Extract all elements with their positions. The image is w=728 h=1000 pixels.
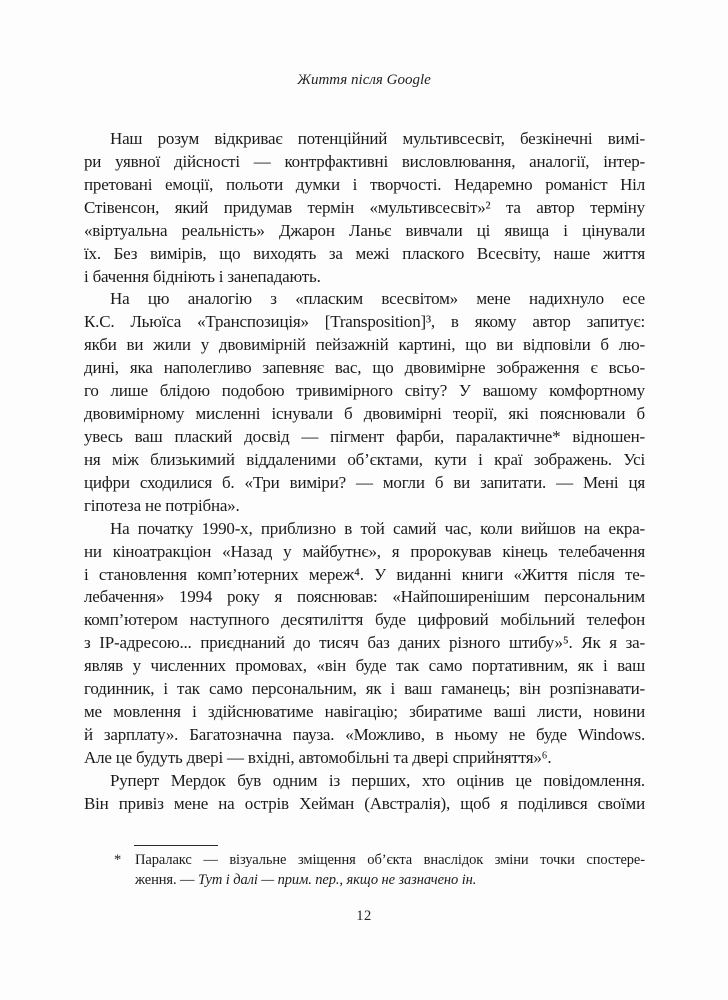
- paragraph: [84, 518, 645, 770]
- page-number: 12: [356, 908, 372, 924]
- text-line: якби ви жили у двовимірній пейзажній картині, що ви відповіли б лю-: [84, 335, 645, 355]
- text-line: дині, яка наполегливо запевняє вас, що двовимірне зображення є всьо-: [84, 358, 645, 378]
- paragraph: [84, 288, 645, 517]
- footnote-text-italic: Тут і далі — прим. пер., якщо не зазначено ін.: [197, 872, 477, 888]
- text-line: увесь ваш плаский досвід — пігмент фарби, паралактичне* відношен-: [84, 426, 645, 446]
- text-line: Наш розум відкриває потенційний мультивсесвіт, безкінечні вимі-: [110, 129, 645, 148]
- text-line: Руперт Мердок був одним із перших, хто оцінив це повідомлення.: [110, 770, 645, 790]
- paragraph: [84, 128, 645, 288]
- footnote-line: Паралакс — візуальне зміщення об’єкта внаслідок зміни точки спостере-: [135, 852, 645, 868]
- text-line: годинник, і так само персональним, як і ваш гаманець; він розпізнавати-: [84, 679, 645, 699]
- text-line: ня між близькимий віддаленими об’єктами, кути і краї зображень. Усі: [84, 449, 645, 469]
- text-line: ри уявної дійсності — контрфактивні висловлювання, аналогії, інтер-: [84, 151, 645, 171]
- text-line: претовані емоції, польоти думки і творчості. Недаремно романіст Ніл: [84, 174, 645, 194]
- body-text: [84, 128, 645, 816]
- text-line: Але це будуть двері — вхідні, автомобільні та двері сприйняття»⁶.: [84, 747, 552, 767]
- text-line: з IP-адресою... приєднаний до тисяч баз даних різного штибу»⁵. Як я за-: [84, 633, 645, 653]
- text-line: лебачення» 1994 року я пояснював: «Найпоширенішим персональним: [84, 587, 645, 607]
- text-line: го лише блідою подобою тривимірного світу? У вашому комфортному: [84, 381, 645, 401]
- text-line: К.С. Льюїса «Транспозиція» [Transposition]³, в якому автор запитує:: [84, 312, 645, 332]
- text-line: являв у численних промовах, «він буде так само портативним, як і ваш: [84, 656, 645, 676]
- text-line: Він привіз мене на острів Хейман (Австралія), щоб я поділився своїми: [84, 793, 645, 813]
- text-line: й зарплату». Багатозначна пауза. «Можливо, в ньому не буде Windows.: [84, 724, 645, 744]
- footnote-text-regular: ження. —: [135, 872, 198, 888]
- text-line: На цю аналогію з «пласким всесвітом» мене надихнуло есе: [110, 289, 645, 309]
- text-line: гіпотеза не потрібна».: [84, 495, 240, 515]
- footnote: [135, 850, 645, 890]
- text-line: і становлення комп’ютерних мереж⁴. У виданні книги «Життя після те-: [84, 564, 645, 584]
- text-line: ни кіноатракціон «Назад у майбутнє», я пророкував кінець телебачення: [84, 541, 645, 561]
- text-line: ме мовлення і здійснюватиме навігацію; збиратиме ваші листи, новини: [84, 702, 645, 722]
- footnote-marker: *: [114, 852, 122, 868]
- footnote-divider: [134, 845, 218, 846]
- paragraph: [84, 770, 645, 816]
- text-line: На початку 1990-х, приблизно в той самий час, коли вийшов на екра-: [110, 518, 645, 538]
- text-line: цифри сходилися б. «Три виміри? — могли б ви запитати. — Мені ця: [84, 472, 645, 492]
- text-line: двовимірному мисленні існували б двовимірні теорії, які пояснювали б: [84, 404, 645, 424]
- text-line: Стівенсон, який придумав термін «мультивсесвіт»² та автор терміну: [84, 197, 645, 217]
- text-line: «віртуальна реальність» Джарон Ланьє вивчали ці явища і цінували: [84, 220, 645, 240]
- running-header: Життя після Google: [297, 72, 431, 88]
- text-line: і бачення бідніють і занепадають.: [84, 266, 321, 286]
- text-line: комп’ютером наступного десятиліття буде цифровий мобільний телефон: [84, 610, 645, 630]
- footnote-line: [135, 870, 645, 890]
- text-line: їх. Без вимірів, що виходять за межі плаского Всесвіту, наше життя: [84, 243, 645, 263]
